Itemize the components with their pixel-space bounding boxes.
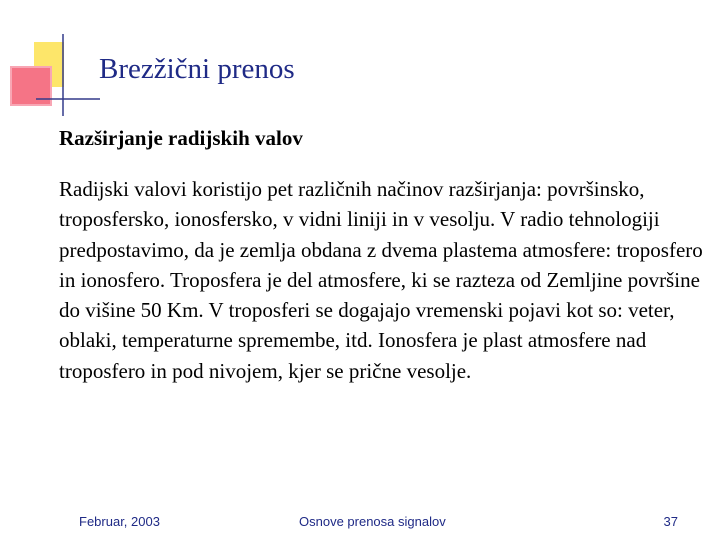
- slide-title: Brezžični prenos: [99, 53, 295, 85]
- footer-page-number: 37: [663, 514, 678, 529]
- slide-body-text: Radijski valovi koristijo pet različnih načinov razširjanja: površinsko, troposfersko, ionosfersko, v vidni liniji in v vesolju. V radio tehnologiji predpostavimo, da je zemlja obdana z dvema plastema atmosfere: troposfero in ionosfero. Troposfera je del atmosfere, ki se razteza od Zemljine površine do višine 50 Km. V troposferi se dogajajo vremenski pojavi kot so: veter, oblaki, temperaturne spremembe, itd. Ionosfera je plast atmosfere nad troposfero in pod nivojem, kjer se prične vesolje.: [59, 177, 703, 383]
- slide-decoration: [0, 0, 100, 120]
- footer-presentation-title: Osnove prenosa signalov: [299, 514, 446, 529]
- slide-subtitle: Razširjanje radijskih valov: [59, 126, 303, 150]
- footer-date: Februar, 2003: [79, 514, 160, 529]
